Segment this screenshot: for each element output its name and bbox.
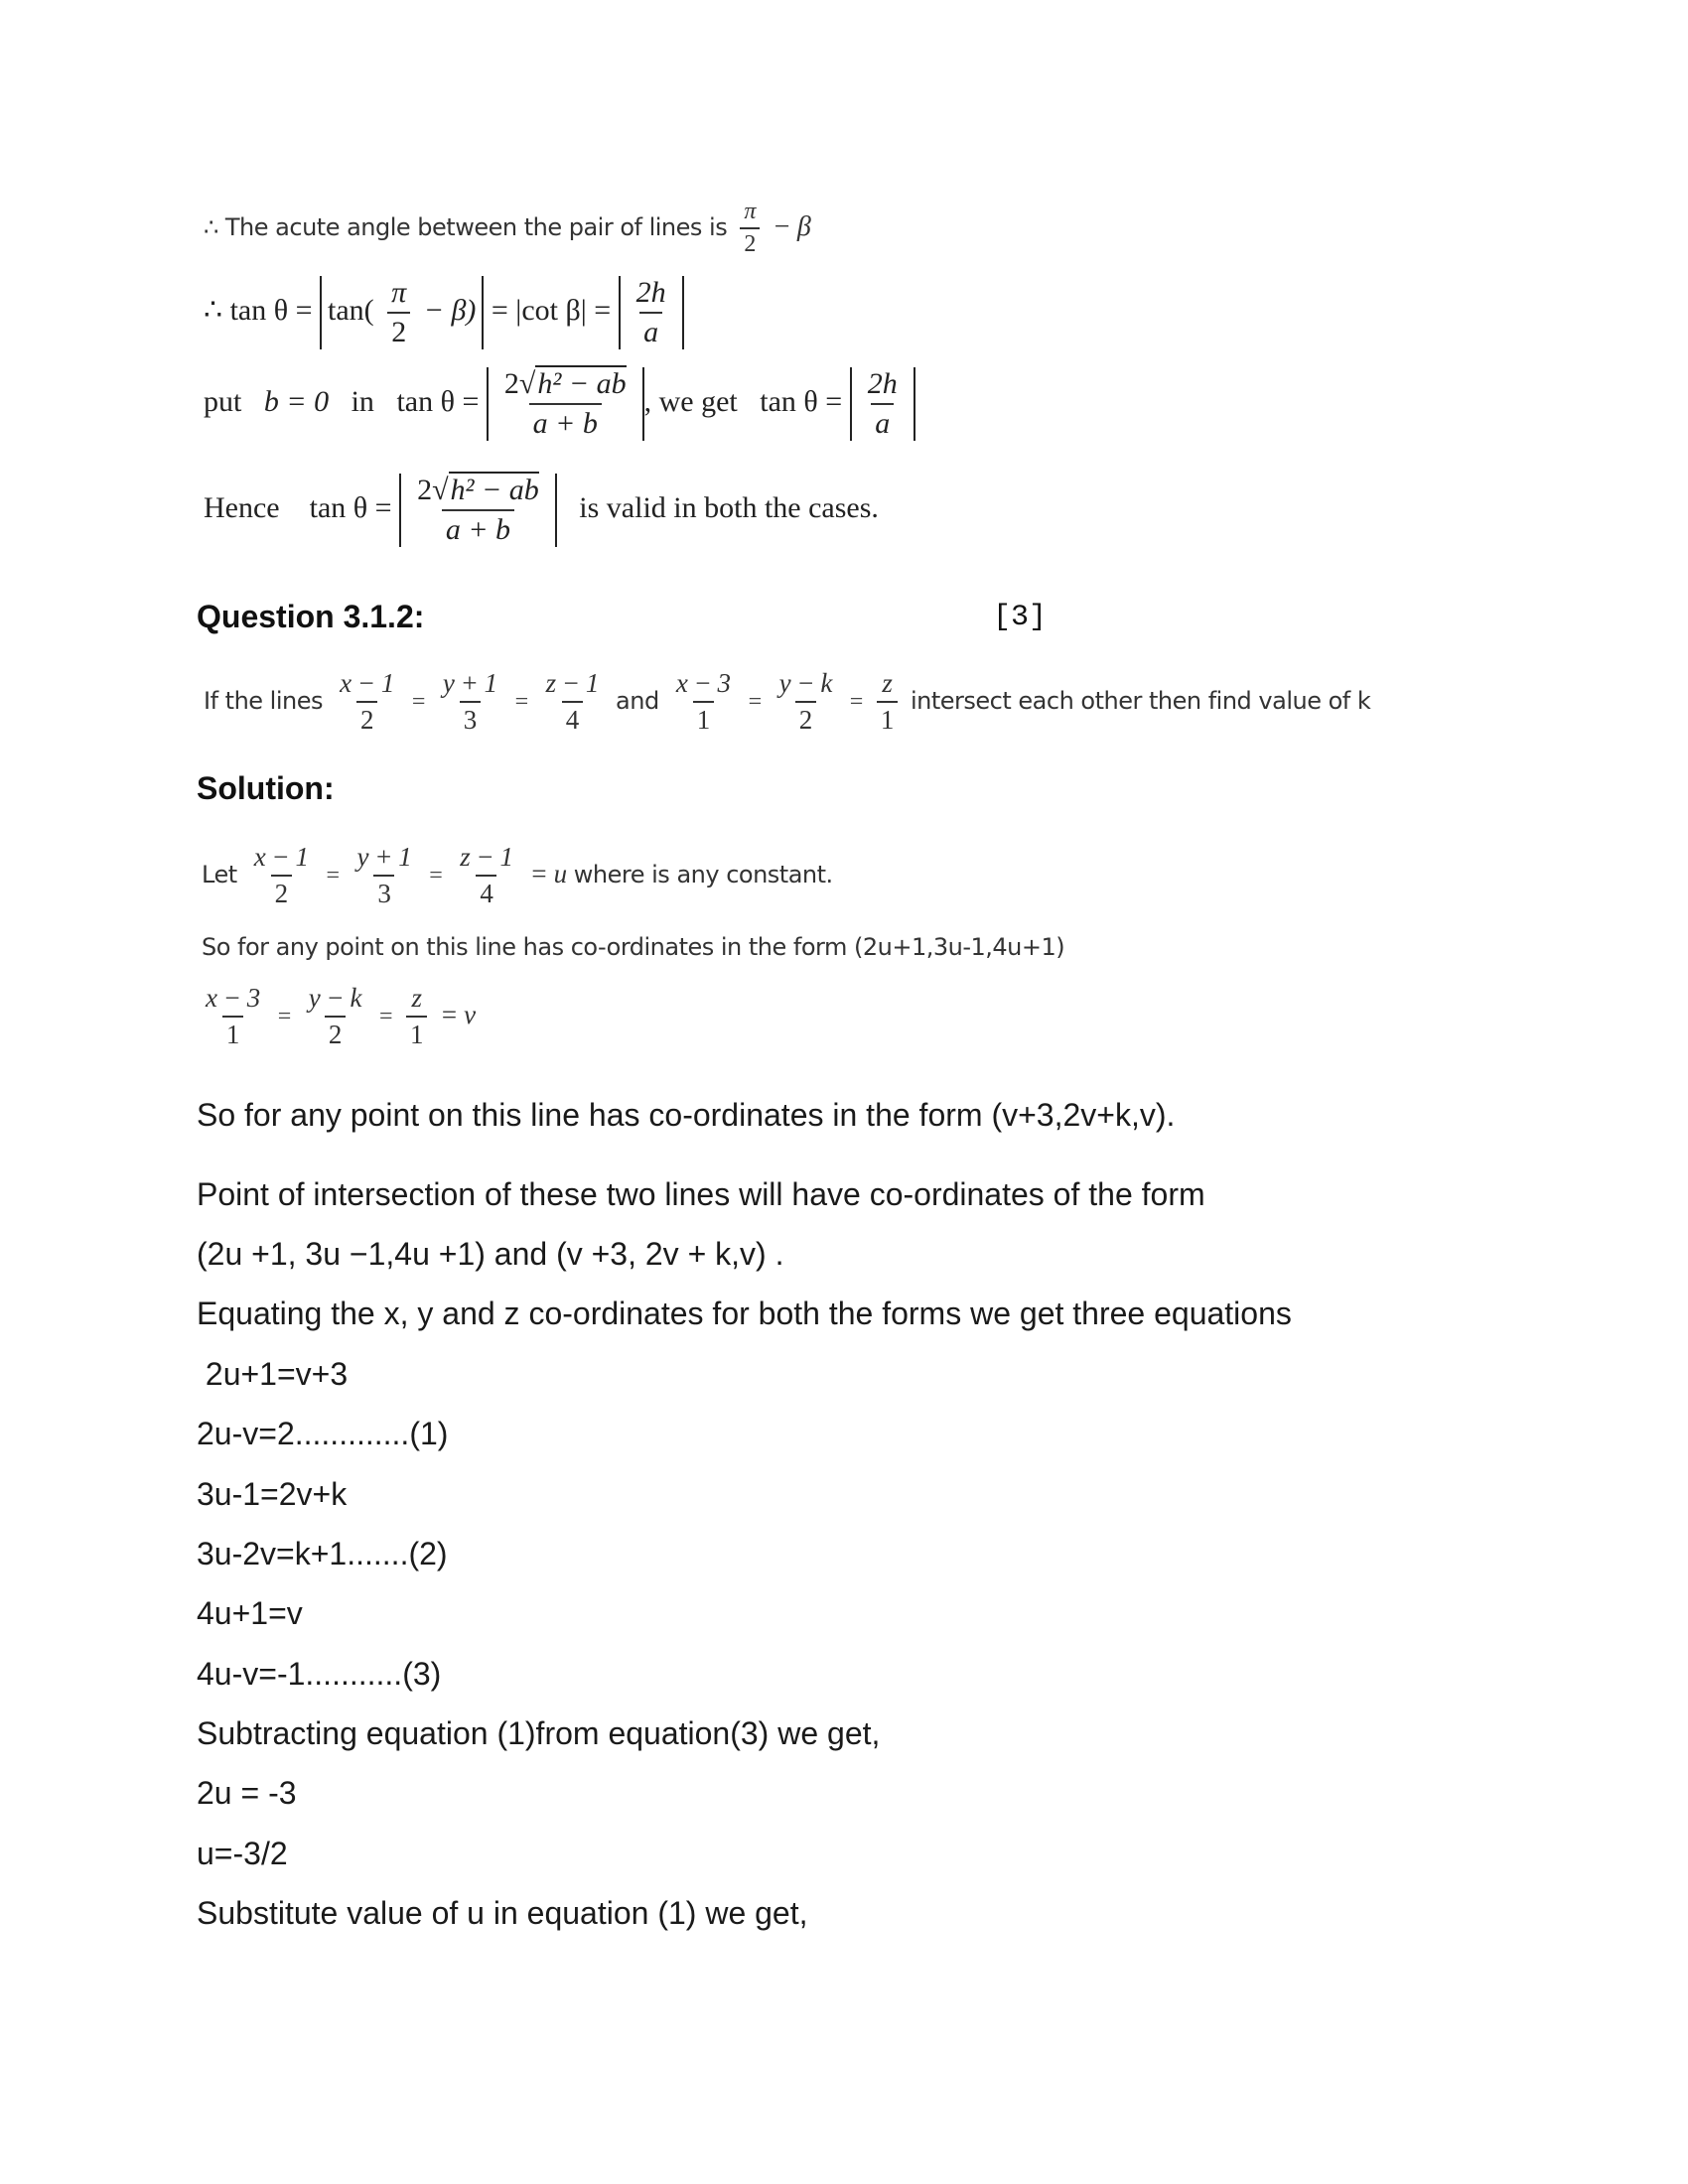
fraction-denominator: 4	[562, 701, 583, 736]
text-line: Subtracting equation (1)from equation(3) we get,	[197, 1715, 881, 1751]
valid-both-cases: is valid in both the cases.	[579, 490, 879, 524]
main-formula-fraction	[413, 474, 543, 547]
tan-prefix: ∴ tan θ =	[204, 293, 313, 327]
equation-line: 2u = -3	[197, 1775, 297, 1811]
fraction-numerator: z − 1	[545, 668, 599, 698]
fraction-numerator: y − k	[778, 668, 832, 698]
fraction-denominator: 2	[740, 227, 760, 258]
first-line-coordinates: So for any point on this line has co-ordinates in the form (2u+1,3u-1,4u+1)	[202, 933, 1065, 961]
fraction-numerator: π	[744, 199, 756, 224]
text-line: Substitute value of u in equation (1) we get,	[197, 1895, 808, 1931]
abs-2h-over-a	[619, 276, 684, 349]
text-line: So for any point on this line has co-ordinates in the form (v+3,2v+k,v).	[197, 1097, 1176, 1133]
second-fraction-x	[202, 983, 264, 1050]
fraction-numerator: 2h	[867, 367, 898, 400]
let-word: Let	[202, 861, 237, 888]
minus-beta: − β)	[423, 293, 477, 327]
cot-beta: = |cot β| =	[491, 293, 612, 327]
abs-main-formula	[399, 474, 557, 547]
fraction-denominator: 2	[795, 701, 816, 736]
fraction-numerator: x − 1	[340, 668, 394, 698]
fraction-numerator: x − 3	[675, 668, 731, 698]
tan-theta: tan θ =	[760, 384, 843, 418]
tan-theta: tan θ =	[309, 490, 392, 524]
fraction-denominator: a	[639, 312, 662, 349]
second-fraction-z	[406, 983, 427, 1050]
fraction-numerator: z − 1	[460, 842, 513, 872]
line1-fraction-z	[542, 668, 603, 736]
two-sqrt: 2√	[417, 474, 449, 506]
fraction-numerator: x − 3	[206, 983, 260, 1013]
fraction-denominator: a	[871, 403, 894, 441]
2h-over-a-fraction	[633, 276, 670, 349]
equation-line: 4u-v=-1...........(3)	[197, 1656, 442, 1692]
fraction-denominator: 1	[877, 701, 898, 736]
hence-line	[204, 474, 879, 547]
fraction-numerator: y + 1	[356, 842, 412, 872]
in-word: in	[351, 384, 374, 418]
fraction-numerator: y − k	[308, 983, 361, 1013]
fraction-numerator: z	[882, 668, 893, 698]
equation-line: u=-3/2	[197, 1836, 288, 1871]
line1-fraction-y	[439, 668, 501, 736]
fraction-numerator	[500, 367, 631, 403]
pi-over-2-fraction	[740, 199, 760, 258]
line2-fraction-x	[672, 668, 735, 736]
question-suffix: intersect each other then find value of k	[910, 687, 1371, 715]
let-fraction-z	[456, 842, 516, 909]
fraction-denominator: a + b	[529, 403, 602, 441]
two-sqrt: 2√	[503, 367, 536, 400]
fraction-denominator: 1	[406, 1016, 427, 1050]
second-fraction-y	[305, 983, 365, 1050]
fraction-denominator: 3	[373, 875, 394, 909]
question-title: Question 3.1.2:	[197, 599, 425, 634]
text-line: Equating the x, y and z co-ordinates for both the forms we get three equations	[197, 1296, 1292, 1331]
equation-line: 2u+1=v+3	[197, 1356, 349, 1392]
fraction-numerator: x − 1	[253, 842, 309, 872]
fraction-numerator: y + 1	[442, 668, 497, 698]
text-line: (2u +1, 3u −1,4u +1) and (v +3, 2v + k,v) .	[197, 1236, 784, 1272]
line2-fraction-z	[877, 668, 898, 736]
fraction-numerator: 2h	[635, 276, 666, 309]
fraction-denominator: 3	[460, 701, 481, 736]
let-line: Let $\frac{x - 1}{2}$ = $\frac{y + 1}{3}$ = $\frac{z - 1}{4}$ = u where is any constant.	[202, 842, 833, 908]
second-line-equation: $\frac{x - 3}{1}$ = $\frac{y - k}{2}$ = $\frac{z}{1}$ = v	[202, 983, 476, 1050]
acute-angle-text: ∴ The acute angle between the pair of lines is	[204, 213, 728, 241]
fraction-numerator	[413, 474, 543, 509]
abs-main-formula	[487, 367, 644, 441]
line1-fraction-x	[336, 668, 398, 736]
question-marks: [3]	[993, 601, 1048, 634]
tan-open: tan(	[328, 293, 374, 327]
equation-line: 3u-2v=k+1.......(2)	[197, 1536, 448, 1571]
we-get: , we get	[643, 384, 738, 418]
tan-theta: tan θ =	[396, 384, 480, 418]
equation-line: 4u+1=v	[197, 1595, 303, 1631]
fraction-denominator: 2	[387, 312, 410, 349]
let-fraction-x	[250, 842, 313, 909]
put-word: put	[204, 384, 242, 418]
b-equals-zero: b = 0	[263, 384, 330, 418]
hence-word: Hence	[204, 490, 280, 524]
fraction-denominator: 2	[356, 701, 377, 736]
radicand: h² − ab	[450, 474, 539, 506]
pi-over-2-fraction	[387, 276, 410, 349]
fraction-numerator: z	[411, 983, 422, 1013]
fraction-denominator: a + b	[442, 509, 514, 547]
fraction-denominator: 4	[476, 875, 496, 909]
put-b-zero-line	[204, 367, 915, 441]
radicand: h² − ab	[537, 367, 627, 400]
minus-beta: − β	[773, 211, 811, 242]
tan-theta-line	[204, 276, 684, 349]
fraction-denominator: 1	[693, 701, 714, 736]
fraction-denominator: 1	[222, 1016, 243, 1050]
and-word: and	[616, 687, 659, 715]
fraction-denominator: 2	[325, 1016, 346, 1050]
abs-2h-over-a	[850, 367, 915, 441]
fraction-numerator: π	[391, 276, 407, 309]
equals-v: = v	[440, 1000, 476, 1029]
acute-angle-line	[204, 199, 810, 258]
line2-fraction-y	[775, 668, 836, 736]
2h-over-a-fraction	[864, 367, 902, 441]
main-formula-fraction	[500, 367, 631, 441]
question-prefix: If the lines	[204, 687, 323, 715]
equals-u: = u	[529, 859, 567, 888]
any-constant-text: where is any constant.	[573, 861, 833, 888]
equation-line: 2u-v=2.............(1)	[197, 1416, 449, 1451]
question-text: If the lines $\frac{x - 1}{2}$ = $\frac{y + 1}{3}$ = $\frac{z - 1}{4}$ and $\frac{x - 3}{1}$ = $\frac{y - k}{2}$ = $\frac{z}{1}$ intersect each other then find value of k	[204, 668, 1371, 735]
let-fraction-y	[353, 842, 416, 909]
fraction-denominator: 2	[271, 875, 292, 909]
equation-line: 3u-1=2v+k	[197, 1476, 348, 1512]
solution-title: Solution:	[197, 770, 335, 806]
abs-tan-expression	[320, 276, 484, 349]
text-line: Point of intersection of these two lines will have co-ordinates of the form	[197, 1176, 1205, 1212]
